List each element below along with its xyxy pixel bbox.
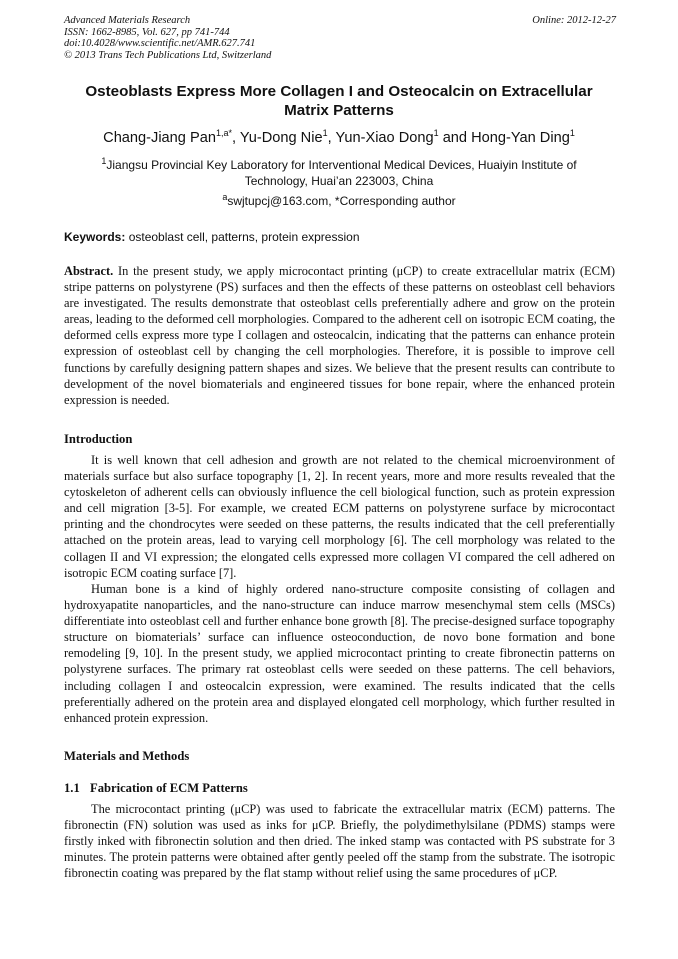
contact-email bbox=[70, 193, 608, 209]
copyright: © 2013 Trans Tech Publications Ltd, Switzerland bbox=[64, 49, 272, 61]
affiliation-line-1: Jiangsu Provincial Key Laboratory for Interventional Medical Devices, Huaiyin Institute of bbox=[106, 158, 577, 172]
author-list bbox=[40, 129, 638, 147]
abstract bbox=[64, 263, 615, 408]
issn: ISSN: 1662-8985, Vol. 627, pp 741-744 bbox=[64, 26, 230, 38]
email-sup: a bbox=[222, 192, 228, 202]
email-text: swjtupcj@163.com, *Corresponding author bbox=[227, 194, 456, 208]
subsection-title: Fabrication of ECM Patterns bbox=[90, 781, 248, 795]
author-sup: 1 bbox=[322, 128, 328, 139]
paper-title bbox=[60, 82, 618, 120]
journal-name: Advanced Materials Research bbox=[64, 15, 191, 26]
affiliation bbox=[70, 157, 608, 189]
journal-header bbox=[64, 15, 616, 61]
author-name: Yun-Xiao Dong bbox=[335, 130, 434, 146]
author-name: Chang-Jiang Pan bbox=[103, 130, 216, 146]
abstract-label: Abstract. bbox=[64, 264, 114, 278]
introduction-paragraph-1: It is well known that cell adhesion and growth are not related to the chemical microenvironment of materials surface but also surface topography [1, 2]. In recent years, more and more results revealed that the cytoskeleton of adherent cells can obviously influence the cell biological function, such as protein expression and cell migration [3-5]. For example, we created ECM patterns on polystyrene surface by microcontact printing and the chondrocytes were seeded on these patterns, the results indicated that the cell preferentially attached on the protein areas, lead to varying cell morphology [6]. The cell morphology was related to the collagen II and VI expression; the elongated cells expressed more collagen VI compared the cell adhered on isotropic ECM coating surface [7]. bbox=[64, 453, 615, 580]
title-line-2: Matrix Patterns bbox=[284, 102, 394, 119]
methods-heading: Materials and Methods bbox=[64, 749, 190, 763]
keywords bbox=[64, 229, 616, 245]
author-sup: 1,a* bbox=[215, 128, 232, 139]
subsection-heading bbox=[64, 780, 248, 796]
author-sup: 1 bbox=[569, 128, 575, 139]
introduction-paragraph-2: Human bone is a kind of highly ordered nano-structure composite consisting of collagen and hydroxyapatite nanoparticles, and the nano-structure can induce marrow mesenchymal stem cells (MSCs) differentiate into osteoblast cell and further enhance bone growth [8]. The precise-designed surface topography structure on biomaterials’ surface can influence osteoconduction, de novo bone formation and bone remodeling [9, 10]. In the present study, we applied microcontact printing to create fibronectin patterns on polystyrene surfaces. The primary rat osteoblast cells were seeded on these patterns. The cell behaviors, including collagen I and osteocalcin expression, were examined. The results indicated that the cells preferentially adhered on the protein area and displayed elongated cell morphology, which further resulted in enhanced protein expression. bbox=[64, 582, 615, 725]
doi: doi:10.4028/www.scientific.net/AMR.627.741 bbox=[64, 38, 256, 49]
author-sep: , bbox=[231, 130, 240, 146]
abstract-text: In the present study, we apply microcontact printing (μCP) to create extracellular matrix (ECM) stripe patterns on polystyrene (PS) surfaces and then the effects of these patterns on osteoblast cell behaviors are investigated. The results demonstrate that osteoblast cells preferentially adhere and grow on the protein areas, leading to the deformed cell morphologies. Compared to the adherent cell on isotropic ECM coating, the deformed cells express more type I collagen and osteocalcin, indicating that the patterns can enhance protein expression of osteoblast cell by changing the cell morphologies. Therefore, it is possible to improve cell functions by carefully designing pattern shapes and sizes. We believe that the present results can contribute to development of the novel biomaterials and engineered tissues for bone repair, where the enhanced protein expression is needed. bbox=[64, 264, 615, 407]
introduction-heading: Introduction bbox=[64, 432, 133, 446]
subsection-number: 1.1 bbox=[64, 781, 80, 795]
author-sup: 1 bbox=[433, 128, 439, 139]
keywords-text: osteoblast cell, patterns, protein expression bbox=[125, 230, 360, 244]
author-sep: , bbox=[327, 130, 336, 146]
author-name: Yu-Dong Nie bbox=[239, 130, 323, 146]
online-date: Online: 2012-12-27 bbox=[532, 15, 616, 26]
title-line-1: Osteoblasts Express More Collagen I and Osteocalcin on Extracellular bbox=[85, 83, 593, 100]
author-sep: and bbox=[438, 130, 472, 146]
methods-paragraph-1: The microcontact printing (μCP) was used to fabricate the extracellular matrix (ECM) patterns. The fibronectin (FN) solution was used as inks for μCP. Briefly, the polydimethylsilane (PDMS) stamps were firstly inked with fibronectin solution and then dried. The inked stamp was contacted with PS substrate for 3 minutes. The protein patterns were obtained after gently peeled off the stamp from the substrate. The isotropic fibronectin coating was prepared by the flat stamp without relief using the same procedures of μCP. bbox=[64, 802, 615, 881]
author-name: Hong-Yan Ding bbox=[471, 130, 570, 146]
keywords-label: Keywords: bbox=[64, 230, 126, 244]
affiliation-sup: 1 bbox=[101, 156, 107, 166]
affiliation-line-2: Technology, Huai’an 223003, China bbox=[244, 174, 434, 188]
